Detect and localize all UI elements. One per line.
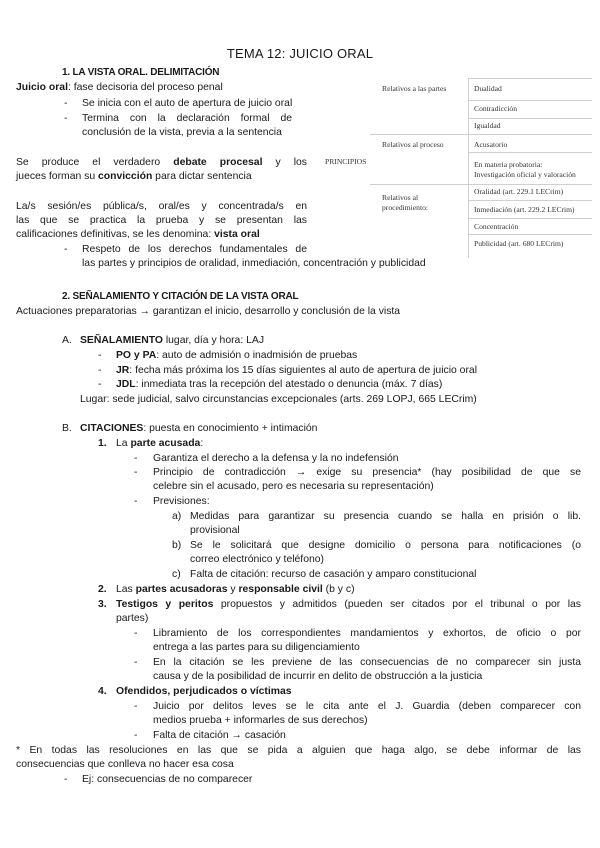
bullet-text: Previsiones: — [153, 496, 210, 507]
item-title — [116, 598, 581, 611]
bullet-text: Juicio por delitos leves se le cita ante el J. Guardia (deben comparecer con — [153, 701, 581, 712]
paragraph-line: La/s sesión/es pública/s, oral/es y concentrada/s en — [16, 201, 307, 212]
text: calificaciones definitivas, se les denomina: — [16, 229, 215, 240]
table-line — [370, 134, 592, 135]
text-bold: SEÑALAMIENTO — [80, 335, 163, 346]
text: jueces forman su — [16, 171, 99, 182]
text-bold: convicción — [98, 171, 153, 182]
text-bold: responsable civil — [238, 584, 323, 595]
table-item: Investigación oficial y valoración — [474, 170, 576, 179]
table-item: Igualdad — [474, 121, 501, 130]
senalamiento-line — [80, 334, 264, 347]
table-line — [468, 100, 592, 101]
table-line — [468, 218, 592, 219]
item-number: 3. — [98, 599, 107, 610]
table-line — [468, 152, 592, 153]
item-number: 4. — [98, 686, 107, 697]
table-line — [468, 200, 592, 201]
bullet-dash: - — [64, 98, 68, 109]
bullet-text: las partes y principios de oralidad, inmediación, concentración y publicidad — [82, 258, 426, 269]
bullet-dash: - — [64, 113, 68, 124]
bullet-dash: - — [64, 244, 68, 255]
text-bold: CITACIONES — [80, 423, 144, 434]
item-number: 2. — [98, 584, 107, 595]
text-bold: JR — [116, 365, 130, 376]
text: : — [200, 438, 204, 449]
footnote-line: consecuencias que conlleva no hacer esa cosa — [16, 759, 234, 770]
bullet-text: Ej: consecuencias de no comparecer — [82, 774, 253, 785]
text: y los — [262, 157, 307, 168]
bullet-text: Libramiento de los correspondientes mandamientos y exhortos, de oficio o por — [153, 628, 581, 639]
text: : puesta en conocimiento + intimación — [143, 423, 318, 434]
sub-text: provisional — [190, 525, 240, 536]
table-item: Publicidad (art. 680 LECrim) — [474, 239, 564, 248]
text: (b y c) — [322, 584, 355, 595]
item-title — [116, 437, 203, 450]
intro-bold: Juicio oral — [16, 82, 68, 93]
bullet-text: conclusión de la vista, previa a la sentencia — [82, 127, 282, 138]
item-title — [116, 583, 355, 596]
group-procedure: procedimiento: — [382, 203, 428, 212]
text-bold: vista oral — [214, 229, 260, 240]
bullet-text — [116, 364, 477, 377]
bullet-text: celebre sin el acusado, pero es necesaria su representación) — [153, 481, 434, 492]
sub-text: Falta de citación: recurso de casación y amparo constitucional — [190, 569, 477, 580]
bullet-text: En la citación se les previene de las consecuencias de no comparecer sin justa — [153, 657, 581, 668]
intro-rest: : fase decisoria del proceso penal — [67, 82, 223, 93]
bullet-dash: - — [98, 365, 102, 376]
bullet-dash: - — [134, 730, 138, 741]
text-bold: debate procesal — [173, 157, 263, 168]
table-item: Contradicción — [474, 104, 518, 113]
item-number: 1. — [98, 438, 107, 449]
text-bold: o — [237, 686, 250, 697]
bullet-dash: - — [134, 657, 138, 668]
text: Las — [116, 584, 136, 595]
sub-letter: c) — [172, 569, 181, 580]
sub-text: Se le solicitará que designe domicilio o persona para notificaciones (o — [190, 540, 581, 551]
text: para dictar sentencia — [152, 171, 252, 182]
text: : inmediata tras la recepción del atestado o denuncia (máx. 7 días) — [135, 379, 443, 390]
bullet-text: Respeto de los derechos fundamentales de — [82, 244, 307, 255]
table-line — [468, 234, 592, 235]
bullet-text: entrega a las partes para su diligenciamiento — [153, 642, 360, 653]
bullet-text: Falta de citación → casación — [153, 730, 286, 741]
bullet-text: Se inicia con el auto de apertura de juicio oral — [82, 98, 293, 109]
table-line — [468, 78, 469, 258]
footnote-line: * En todas las resoluciones en las que se pida a alguien que haga algo, se debe informar de las — [16, 745, 581, 756]
bullet-dash: - — [98, 350, 102, 361]
sub-letter: a) — [172, 511, 182, 522]
section-1-heading: 1. LA VISTA ORAL. DELIMITACIÓN — [62, 67, 220, 78]
page-title: TEMA 12: JUICIO ORAL — [226, 46, 374, 61]
group-process: Relativos al proceso — [382, 140, 444, 149]
sub-text: correo electrónico y teléfono) — [190, 554, 324, 565]
bullet-dash: - — [98, 379, 102, 390]
text: lugar, día y hora: LAJ — [162, 335, 265, 346]
principles-label: PRINCIPIOS — [325, 157, 367, 166]
group-procedure: Relativos al — [382, 193, 419, 202]
paragraph-line — [16, 170, 252, 183]
letter-a: A. — [62, 335, 72, 346]
paragraph-line: las que se practica la prueba y se presentan las — [16, 215, 307, 226]
bullet-text: Garantiza el derecho a la defensa y la no indefensión — [153, 453, 399, 464]
text: La — [116, 438, 131, 449]
bullet-text: causa y de la posibilidad de incurrir en delito de obstrucción a la justicia — [153, 671, 483, 682]
text-bold: partes acusadoras — [135, 584, 228, 595]
group-parties: Relativos a las partes — [382, 84, 447, 93]
table-item: Oralidad (art. 229.1 LECrim) — [474, 187, 564, 196]
table-line — [468, 118, 592, 119]
text-bold: Testigos y peritos — [116, 599, 214, 610]
table-line — [468, 78, 592, 79]
table-item: Acusatorio — [474, 140, 508, 149]
section-2-intro: Actuaciones preparatorias → garantizan el inicio, desarrollo y conclusión de la vista — [16, 306, 401, 317]
table-item: Dualidad — [474, 84, 502, 93]
bullet-dash: - — [64, 774, 68, 785]
text-bold: parte acusada — [130, 438, 201, 449]
intro-line — [16, 81, 223, 94]
citaciones-line — [80, 422, 317, 435]
table-line — [370, 184, 592, 185]
text: y — [227, 584, 239, 595]
bullet-dash: - — [134, 467, 138, 478]
bullet-dash: - — [134, 453, 138, 464]
text: Se produce el verdadero — [16, 157, 174, 168]
bullet-dash: - — [134, 496, 138, 507]
bullet-text: Termina con la declaración formal de — [82, 113, 292, 124]
table-item: En materia probatoria: — [474, 160, 543, 169]
bullet-text — [116, 378, 442, 391]
text-bold: Ofendidos — [116, 686, 168, 697]
text: : auto de admisión o inadmisión de pruebas — [156, 350, 358, 361]
text: propuestos y admitidos (pueden ser citados por el tribunal o por las — [213, 599, 581, 610]
text-bold: JDL — [116, 379, 136, 390]
sub-letter: b) — [172, 540, 182, 551]
bullet-text — [116, 349, 357, 362]
paragraph-line — [16, 156, 307, 169]
text-bold: PO y PA — [116, 350, 157, 361]
bullet-dash: - — [134, 628, 138, 639]
text: : fecha más próxima los 15 días siguientes al auto de apertura de juicio oral — [129, 365, 478, 376]
lugar-line: Lugar: sede judicial, salvo circunstancias excepcionales (arts. 269 LOPJ, 665 LECrim) — [80, 394, 477, 405]
table-item: Concentración — [474, 222, 519, 231]
paragraph-line — [16, 228, 260, 241]
bullet-text: Principio de contradicción → exige su presencia* (hay posibilidad de que se — [153, 467, 581, 478]
sub-text: Medidas para garantizar su presencia cuando se halla en prisión o lib. — [190, 511, 581, 522]
text-bold: perjudicados — [173, 686, 238, 697]
bullet-dash: - — [134, 701, 138, 712]
text-bold: , — [167, 686, 174, 697]
text-bold: víctimas — [249, 686, 292, 697]
bullet-text: medios prueba + informarles de sus derechos) — [153, 715, 368, 726]
item-title-cont: partes) — [116, 613, 149, 624]
letter-b: B. — [62, 423, 72, 434]
item-title — [116, 685, 292, 698]
section-2-heading: 2. SEÑALAMIENTO Y CITACIÓN DE LA VISTA ORAL — [62, 291, 299, 302]
principles-table — [320, 78, 592, 258]
table-item: Inmediación (art. 229.2 LECrim) — [474, 205, 575, 214]
